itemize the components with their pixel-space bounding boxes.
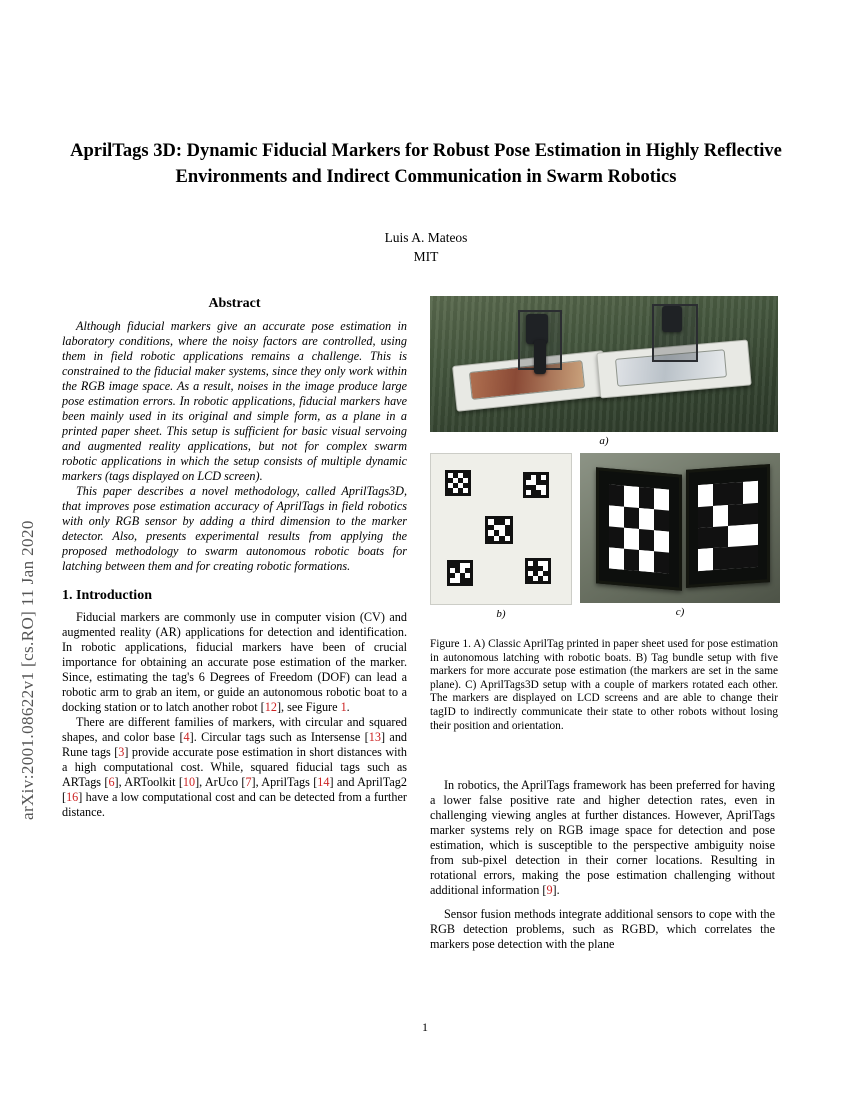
citation-12[interactable]: 12 <box>264 700 277 714</box>
intro-p1-text-c: . <box>346 700 350 714</box>
abstract-paragraph-1: Although fiducial markers give an accurate pose estimation in laboratory conditions, where the noisy factors are controlled, using them in field robotic applications remains a challenge. This is constrained to the fiducial maker systems, since they only work within the RGB image space. As a result, noises in the image produce large pose estimation errors. In robotic applications, fiducial markers have been mainly used in its original and simple form, as a plane in a printed paper sheet. This setup is sufficient for basic visual servoing and augmented reality applications, but not for complex swarm robotic applications in which the setup consists of multiple dynamic markers (tags displayed on LCD screen). <box>62 319 407 483</box>
intro-p2-text-e: ], ARToolkit [ <box>114 775 183 789</box>
right-column <box>430 778 775 952</box>
intro-p2-text-c: ] and Rune tags [ <box>62 730 408 759</box>
intro-paragraph-3 <box>430 778 775 898</box>
intro-p2-text-g: ], AprilTags [ <box>251 775 318 789</box>
marker-post-left <box>534 340 546 374</box>
frame-mast-right <box>652 304 698 362</box>
author-block <box>70 228 782 266</box>
apriltag-marker <box>447 560 473 586</box>
citation-13[interactable]: 13 <box>368 730 381 744</box>
abstract-paragraph-2: This paper describes a novel methodology, called AprilTags3D, that improves pose estimation accuracy of AprilTags in field robotics with only RGB sensor by adding a third dimension to the marker detector. Also, presents experimental results from applying the proposed methodology to swarm autonomous robotic boats for latching between them and for creating robotic formations. <box>62 484 407 573</box>
title-block <box>70 138 782 190</box>
figure-1c-photo-lcd-markers <box>580 453 780 603</box>
section-heading-introduction: 1. Introduction <box>62 588 152 603</box>
page-title: AprilTags 3D: Dynamic Fiducial Markers for Robust Pose Estimation in Highly Reflective Environments and Indirect Communication in Swarm Robotics <box>70 141 782 187</box>
intro-p2-text-i: ] have a low computational cost and can be detected from a further distance. <box>62 790 407 819</box>
citation-9[interactable]: 9 <box>546 883 553 897</box>
intro-p1-text-a: Fiducial markers are commonly use in computer vision (CV) and augmented reality (AR) applications for detection and identification. In robotic applications, fiducial markers have been of crucial importance for obtaining an accurate pose estimation of the marker. Since, estimating the tag's 6 Degrees of Freedom (DOF) can lead a robotic arm to grab an item, or guide an autonomous robotic boat to a docking station or to latch another robot [ <box>62 610 407 714</box>
author-name: Luis A. Mateos <box>384 230 468 245</box>
apriltag-marker <box>525 558 551 584</box>
figure-1a-photo-robotic-boats <box>430 296 778 432</box>
intro-paragraph-4: Sensor fusion methods integrate additional sensors to cope with the RGB detection problems, such as RGBD, which correlates the markers pose detection with the plane <box>430 907 775 951</box>
intro-p2-text-f: ], ArUco [ <box>195 775 246 789</box>
intro-p3-text-a: In robotics, the AprilTags framework has been preferred for having a lower false positive rate and higher detection rates, even in challenging viewing angles at further distances. However, AprilTags marker systems rely on RGB image space for detection and pose estimation, which is susceptible to the perspective ambiguity noise from sub-pixel detection in their corner locations. Resulting in rotational errors, making the pose estimation challenging without additional information [ <box>430 778 775 897</box>
tag-pattern <box>448 473 468 493</box>
intro-p3-text-b: ]. <box>552 883 560 897</box>
intro-p2-text-d: ] provide accurate pose estimation in short distances with a high computational cost. While, squared fiducial tags such as ARTags [ <box>62 745 407 789</box>
figure-1-caption: Figure 1. A) Classic AprilTag printed in paper sheet used for pose estimation in autonomous latching with robotic boats. B) Tag bundle setup with five markers for more accurate pose estimation (the markers are set in the same plane). C) AprilTags3D setup with a couple of markers rotated each other. The markers are displayed on LCD screens and are able to change their tagID to indirectly communicate their state to other robots without losing their position and orientation. <box>430 638 778 732</box>
tag-pattern <box>609 485 670 574</box>
figure-1a-label: a) <box>599 435 609 447</box>
figure-1 <box>430 296 778 733</box>
abstract-heading: Abstract <box>208 296 261 311</box>
citation-7[interactable]: 7 <box>245 775 252 789</box>
page-number: 1 <box>422 1020 428 1034</box>
tag-pattern <box>698 481 757 570</box>
citation-16[interactable]: 16 <box>66 790 79 804</box>
figure-1b-label: b) <box>496 608 506 620</box>
lcd-screen-left <box>596 467 682 591</box>
apriltag-marker <box>485 516 513 544</box>
left-column <box>62 296 407 820</box>
author-affiliation: MIT <box>413 249 439 264</box>
apriltag-marker <box>523 472 549 498</box>
intro-p2-text-b: ]. Circular tags such as Intersense [ <box>189 730 369 744</box>
intro-paragraph-2 <box>62 715 407 820</box>
tag-pattern <box>488 519 510 541</box>
figure-1b-tag-bundle-sheet <box>430 453 572 605</box>
citation-14[interactable]: 14 <box>317 775 330 789</box>
citation-4[interactable]: 4 <box>183 730 190 744</box>
figure-1-bottom-row <box>430 453 778 626</box>
intro-paragraph-1 <box>62 610 407 715</box>
lcd-screen-right-content <box>698 481 757 570</box>
intro-p2-text-a: There are different families of markers, with circular and squared shapes, and color base [ <box>62 715 407 744</box>
lcd-screen-left-content <box>609 485 670 574</box>
tag-pattern <box>528 561 548 581</box>
apriltag-marker <box>445 470 471 496</box>
tag-pattern <box>526 475 546 495</box>
intro-p2-text-h: ] and AprilTag2 [ <box>62 775 407 804</box>
lcd-screen-right <box>686 464 770 588</box>
figure-reference-1[interactable]: 1 <box>340 700 347 714</box>
arxiv-identifier-stamp: arXiv:2001.08622v1 [cs.RO] 11 Jan 2020 <box>18 520 37 820</box>
tag-pattern <box>450 563 470 583</box>
figure-1c-label: c) <box>675 606 685 618</box>
citation-6[interactable]: 6 <box>108 775 115 789</box>
intro-p1-text-b: ], see Figure <box>276 700 341 714</box>
citation-10[interactable]: 10 <box>182 775 196 789</box>
citation-3[interactable]: 3 <box>118 745 125 759</box>
